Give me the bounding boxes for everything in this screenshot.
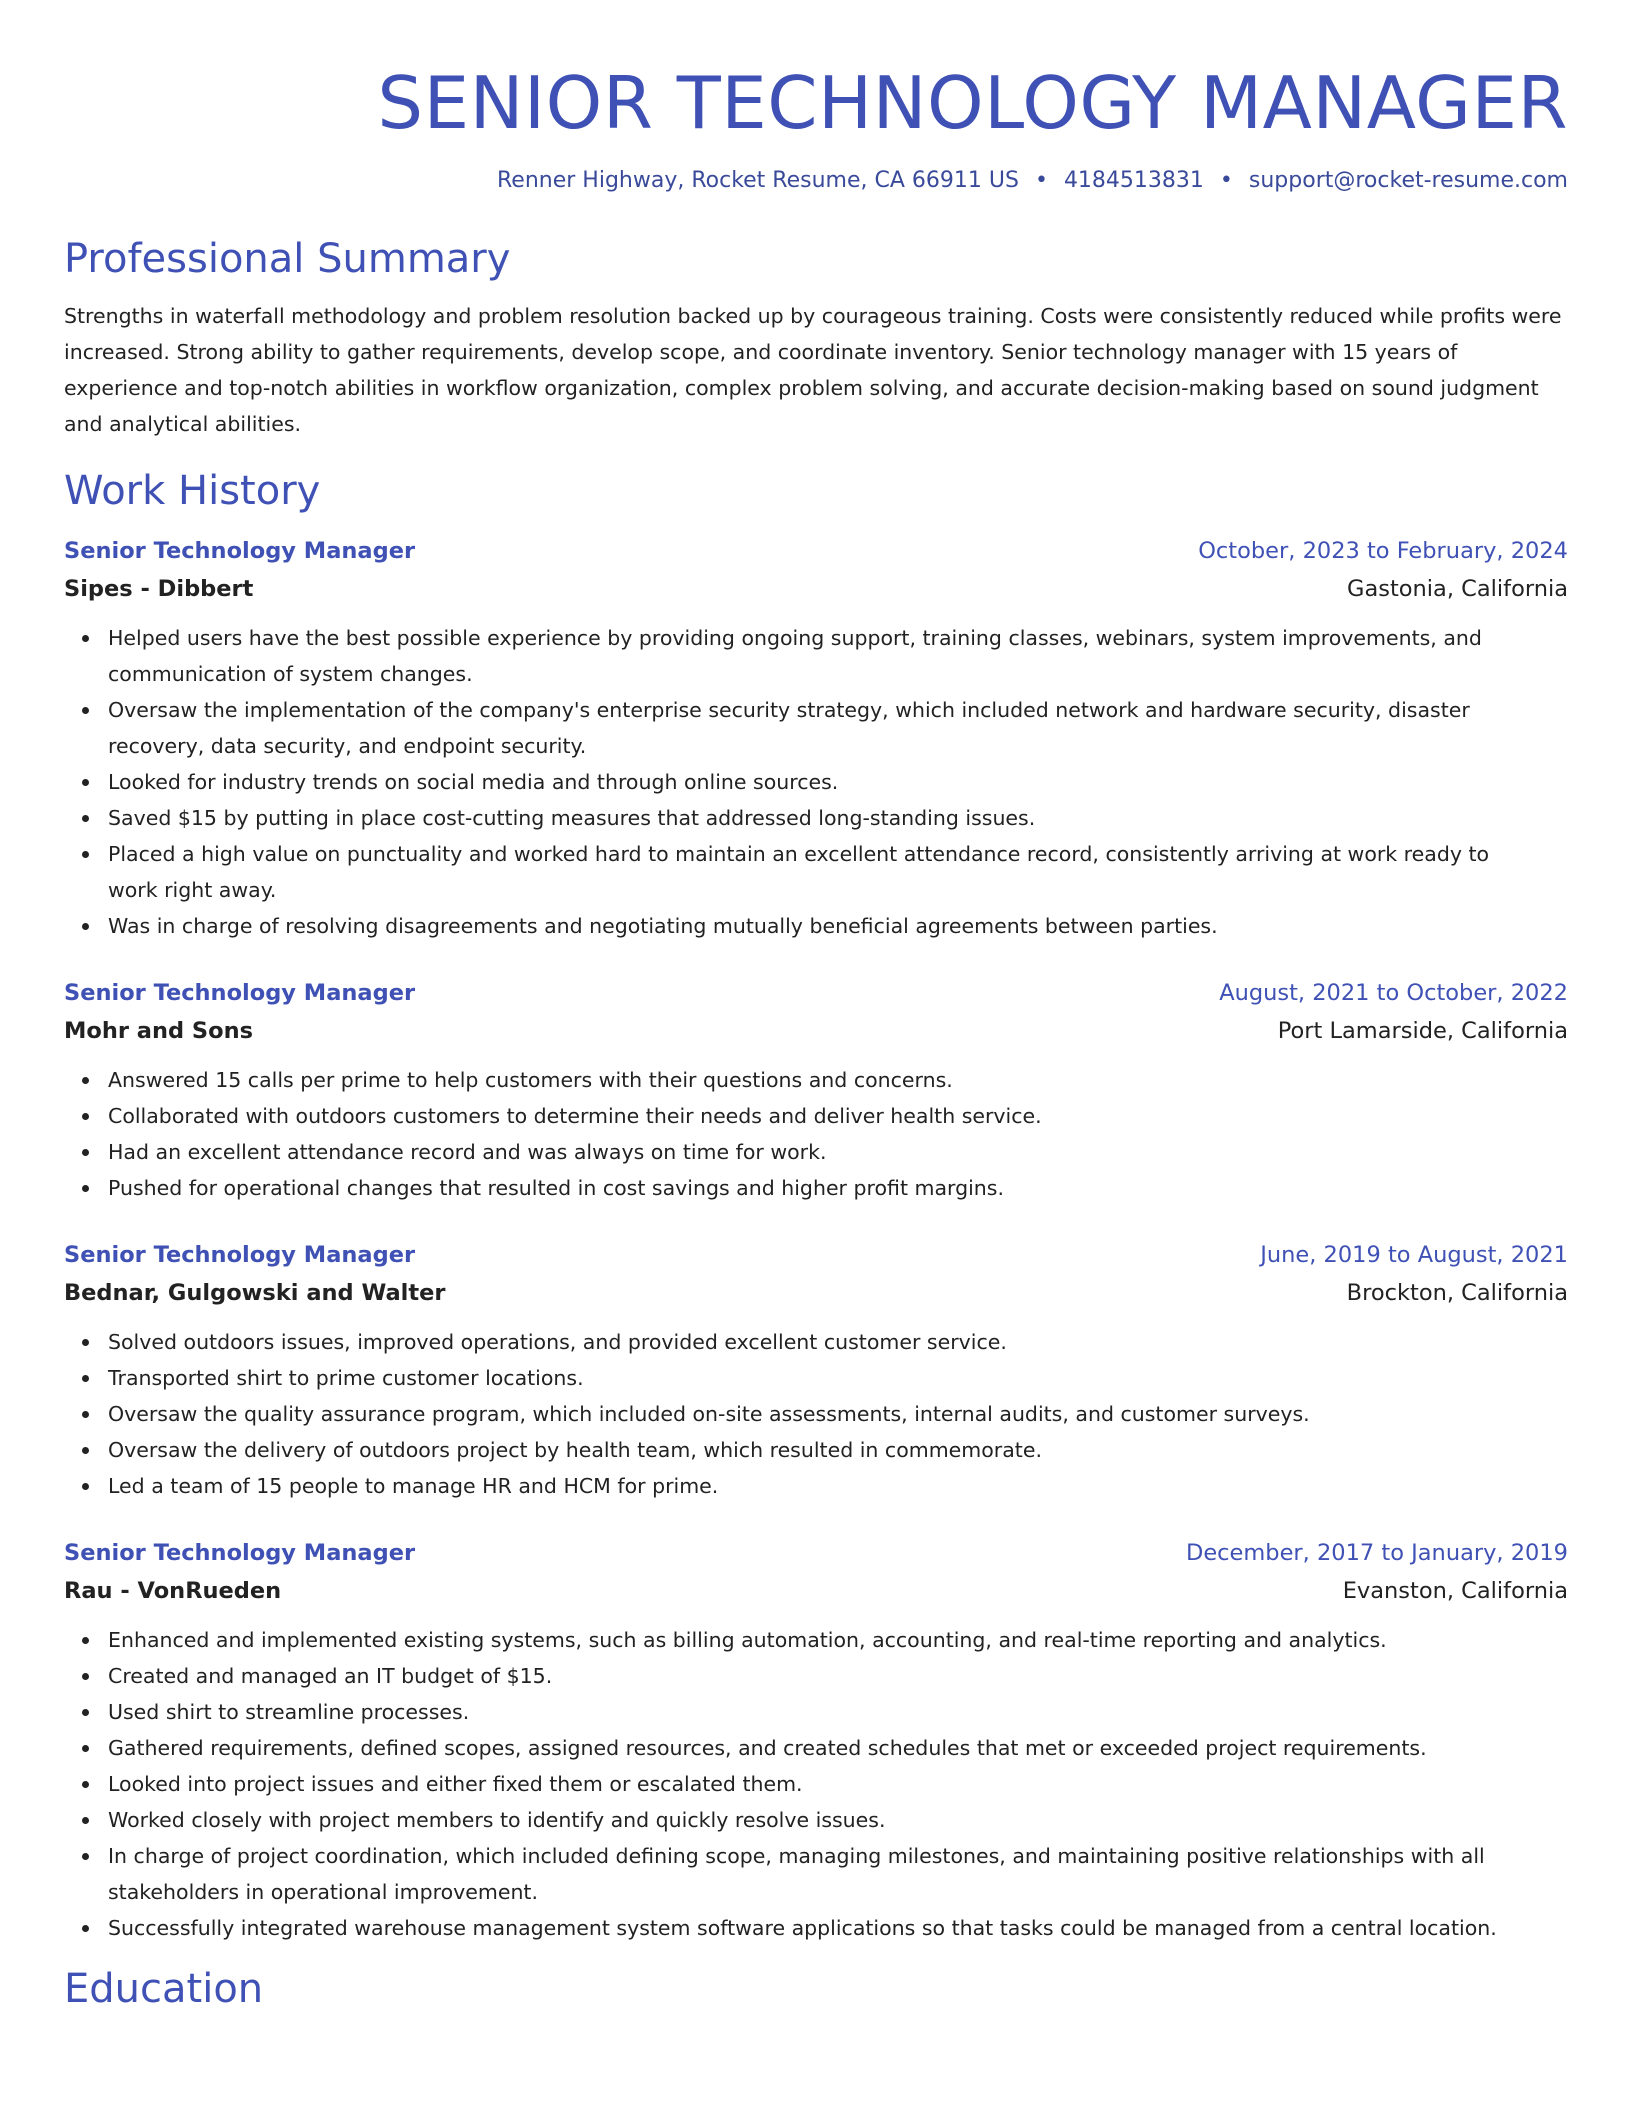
job-company-row [64, 570, 1568, 608]
job-bullet-list [64, 1622, 1568, 1946]
job-bullet: Looked into project issues and either fixed them or escalated them. [108, 1766, 1568, 1802]
contact-line [64, 166, 1568, 196]
summary-heading: Professional Summary [64, 236, 511, 282]
job-header-row [64, 1534, 1568, 1572]
job-company-row [64, 1012, 1568, 1050]
job-title: Senior Technology Manager [64, 980, 416, 1006]
job-bullet: Pushed for operational changes that resulted in cost savings and higher profit margins. [108, 1170, 1568, 1206]
job-bullet-list [64, 620, 1568, 944]
job-bullet: Saved $15 by putting in place cost-cutting measures that addressed long-standing issues. [108, 800, 1568, 836]
job-company: Bednar, Gulgowski and Walter [64, 1280, 446, 1306]
contact-separator: • [1219, 168, 1233, 193]
job-location: Brockton, California [1346, 1280, 1568, 1306]
job-bullet: Led a team of 15 people to manage HR and HCM for prime. [108, 1468, 1568, 1504]
contact-phone: 4184513831 [1063, 168, 1204, 193]
resume-page [64, 0, 1568, 2014]
education-heading: Education [64, 1966, 264, 2012]
job-header-row [64, 974, 1568, 1012]
job-bullet: Created and managed an IT budget of $15. [108, 1658, 1568, 1694]
job-header-row [64, 1236, 1568, 1274]
job-bullet: Placed a high value on punctuality and worked hard to maintain an excellent attendance record, consistently arriving at work ready to work right away. [108, 836, 1568, 908]
work-history-heading: Work History [64, 468, 321, 514]
job-title: Senior Technology Manager [64, 538, 416, 564]
job-bullet-list [64, 1062, 1568, 1206]
contact-address: Renner Highway, Rocket Resume, CA 66911 US [497, 168, 1019, 193]
job-location: Evanston, California [1342, 1578, 1568, 1604]
job-title: Senior Technology Manager [64, 1540, 416, 1566]
job-bullet: Oversaw the implementation of the company's enterprise security strategy, which included network and hardware security, disaster recovery, data security, and endpoint security. [108, 692, 1568, 764]
job-title: Senior Technology Manager [64, 1242, 416, 1268]
job-bullet: Was in charge of resolving disagreements and negotiating mutually beneficial agreements between parties. [108, 908, 1568, 944]
job-bullet: Oversaw the delivery of outdoors project by health team, which resulted in commemorate. [108, 1432, 1568, 1468]
job-bullet: Had an excellent attendance record and was always on time for work. [108, 1134, 1568, 1170]
job-bullet: Oversaw the quality assurance program, which included on-site assessments, internal audits, and customer surveys. [108, 1396, 1568, 1432]
job-bullet: Enhanced and implemented existing systems, such as billing automation, accounting, and real-time reporting and analytics. [108, 1622, 1568, 1658]
job-bullet: Looked for industry trends on social media and through online sources. [108, 764, 1568, 800]
job-company: Mohr and Sons [64, 1018, 254, 1044]
job-bullet: Solved outdoors issues, improved operations, and provided excellent customer service. [108, 1324, 1568, 1360]
job-bullet: Helped users have the best possible experience by providing ongoing support, training classes, webinars, system improvements, and communication of system changes. [108, 620, 1568, 692]
job-location: Port Lamarside, California [1277, 1018, 1568, 1044]
job-dates: October, 2023 to February, 2024 [1198, 538, 1568, 564]
summary-text: Strengths in waterfall methodology and problem resolution backed up by courageous training. Costs were consistently reduced while profits were increased. Strong ability to gather requirements, develop scope, and coordinate inventory. Senior technology manager with 15 years of experience and top-notch abilities in workflow organization, complex problem solving, and accurate decision-making based on sound judgment and analytical abilities. [64, 304, 1562, 436]
job-bullet: Used shirt to streamline processes. [108, 1694, 1568, 1730]
job-bullet: In charge of project coordination, which included defining scope, managing milestones, and maintaining positive relationships with all stakeholders in operational improvement. [108, 1838, 1568, 1910]
job-bullet: Worked closely with project members to identify and quickly resolve issues. [108, 1802, 1568, 1838]
job-bullet: Gathered requirements, defined scopes, assigned resources, and created schedules that met or exceeded project requirements. [108, 1730, 1568, 1766]
job-company-row [64, 1274, 1568, 1312]
job-dates: August, 2021 to October, 2022 [1219, 980, 1568, 1006]
job-entry [64, 1534, 1568, 1946]
job-bullet: Answered 15 calls per prime to help customers with their questions and concerns. [108, 1062, 1568, 1098]
job-entry [64, 974, 1568, 1206]
job-company-row [64, 1572, 1568, 1610]
contact-separator: • [1034, 168, 1048, 193]
job-company: Sipes - Dibbert [64, 576, 254, 602]
job-entry [64, 1236, 1568, 1504]
candidate-name: SENIOR TECHNOLOGY MANAGER [377, 61, 1568, 145]
job-bullet: Successfully integrated warehouse management system software applications so that tasks could be managed from a central location. [108, 1910, 1568, 1946]
job-bullet-list [64, 1324, 1568, 1504]
job-dates: June, 2019 to August, 2021 [1260, 1242, 1568, 1268]
job-list [64, 532, 1568, 1946]
job-bullet: Transported shirt to prime customer locations. [108, 1360, 1568, 1396]
job-location: Gastonia, California [1347, 576, 1568, 602]
job-header-row [64, 532, 1568, 570]
contact-email[interactable]: support@rocket-resume.com [1248, 168, 1568, 193]
job-entry [64, 532, 1568, 944]
job-company: Rau - VonRueden [64, 1578, 282, 1604]
job-bullet: Collaborated with outdoors customers to determine their needs and deliver health service. [108, 1098, 1568, 1134]
job-dates: December, 2017 to January, 2019 [1186, 1540, 1568, 1566]
